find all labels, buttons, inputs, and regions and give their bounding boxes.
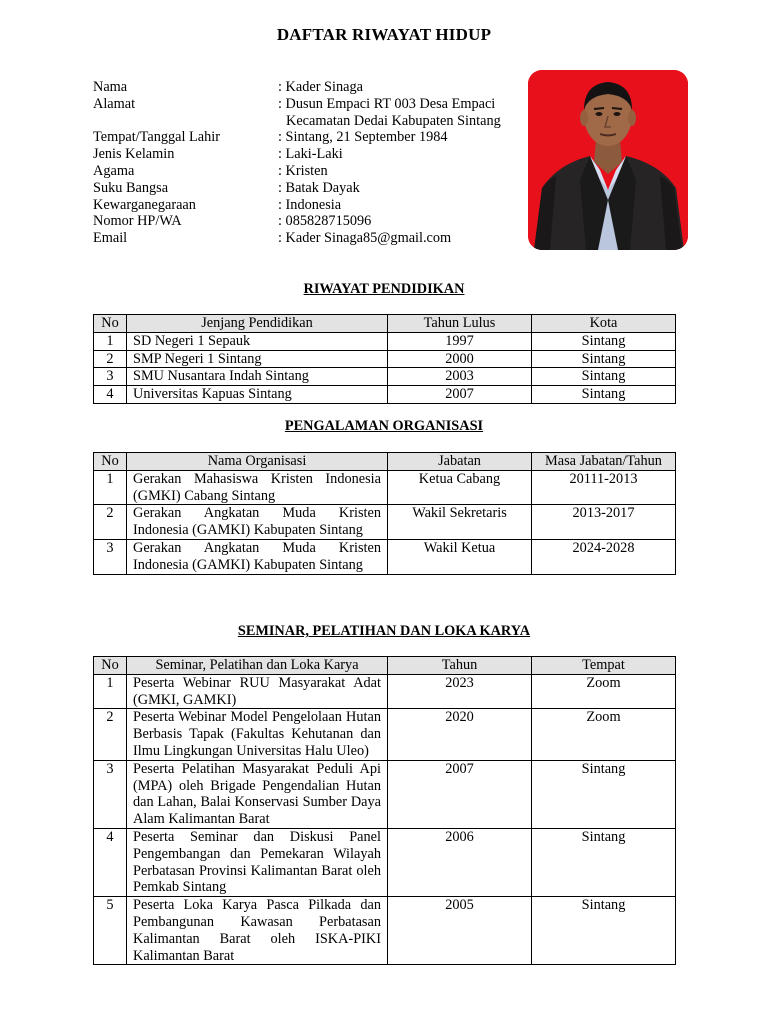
cell-kegiatan: Peserta Webinar RUU Masyarakat Adat (GMKI, GAMKI) [127, 674, 388, 709]
cell-no: 1 [94, 674, 127, 709]
bio-value: : 085828715096 [278, 213, 372, 230]
cell-kegiatan: Peserta Loka Karya Pasca Pilkada dan Pembangunan Kawasan Perbatasan Kalimantan Barat oleh ISKA-PIKI Kalimantan Barat [127, 897, 388, 965]
bio-value: : Kader Sinaga [278, 79, 363, 95]
bio-value: : Batak Dayak [278, 179, 360, 196]
table-row [94, 368, 676, 386]
table-row [94, 350, 676, 368]
section-title-pendidikan: RIWAYAT PENDIDIKAN [303, 281, 465, 297]
seminar-table [93, 656, 676, 965]
cell-organisasi: Gerakan Angkatan Muda Kristen Indonesia (GAMKI) Kabupaten Sintang [127, 539, 388, 574]
table-row [94, 897, 676, 965]
cell-masa: 2024-2028 [532, 539, 676, 574]
cell-jenjang: SMP Negeri 1 Sintang [127, 350, 388, 368]
bio-label: Nomor HP/WA [93, 213, 182, 230]
table-row [94, 386, 676, 404]
table-row [94, 674, 676, 709]
cell-tempat: Sintang [532, 760, 676, 828]
cell-organisasi: Gerakan Mahasiswa Kristen Indonesia (GMKI) Cabang Sintang [127, 470, 388, 505]
cell-kota: Sintang [532, 368, 676, 386]
cell-no: 3 [94, 539, 127, 574]
bio-value [278, 96, 501, 130]
bio-value-line2: Kecamatan Dedai Kabupaten Sintang [286, 112, 501, 129]
bio-value: : Kader Sinaga85@gmail.com [278, 230, 452, 247]
bio-label: Email [93, 230, 128, 247]
bio-value: : Laki-Laki [278, 146, 343, 163]
column-header: No [94, 453, 127, 471]
cell-tahun: 2006 [388, 828, 532, 896]
bio-value: : Kristen [278, 162, 328, 179]
cell-kegiatan: Peserta Seminar dan Diskusi Panel Pengembangan dan Pemekaran Wilayah Perbatasan Provinsi Kalimantan Barat oleh Pemkab Sintang [127, 828, 388, 896]
bio-label: Suku Bangsa [93, 179, 169, 196]
cell-jabatan: Ketua Cabang [388, 470, 532, 505]
cell-jabatan: Wakil Sekretaris [388, 505, 532, 540]
cell-organisasi: Gerakan Angkatan Muda Kristen Indonesia (GAMKI) Kabupaten Sintang [127, 505, 388, 540]
table-row [94, 332, 676, 350]
cell-no: 4 [94, 386, 127, 404]
section-title-organisasi: PENGALAMAN ORGANISASI [284, 418, 484, 434]
cell-masa: 20111-2013 [532, 470, 676, 505]
cell-kegiatan: Peserta Pelatihan Masyarakat Peduli Api (MPA) oleh Brigade Pengendalian Hutan dan Lahan, Balai Konservasi Sumber Daya Alam Kalimantan Barat [127, 760, 388, 828]
bio-label: Tempat/Tanggal Lahir [93, 129, 221, 146]
cell-no: 2 [94, 350, 127, 368]
bio-value: : Sintang, 21 September 1984 [278, 129, 448, 146]
organization-table [93, 452, 676, 575]
page-title: DAFTAR RIWAYAT HIDUP [276, 25, 492, 44]
bio-value: : Indonesia [278, 196, 342, 213]
cell-no: 5 [94, 897, 127, 965]
bio-label: Kewarganegaraan [93, 196, 196, 213]
cell-jenjang: Universitas Kapuas Sintang [127, 386, 388, 404]
cell-tahun: 2007 [388, 386, 532, 404]
column-header: Seminar, Pelatihan dan Loka Karya [127, 657, 388, 675]
portrait-image [528, 70, 688, 250]
cell-tahun: 2005 [388, 897, 532, 965]
profile-photo [528, 70, 688, 250]
cell-kota: Sintang [532, 386, 676, 404]
cell-tempat: Sintang [532, 828, 676, 896]
section-title-seminar: SEMINAR, PELATIHAN DAN LOKA KARYA [237, 623, 531, 639]
column-header: Tempat [532, 657, 676, 675]
table-header-row [94, 315, 676, 333]
cell-tahun: 2003 [388, 368, 532, 386]
column-header: Kota [532, 315, 676, 333]
cell-tempat: Zoom [532, 709, 676, 760]
bio-label: Nama [93, 79, 128, 95]
cell-tahun: 2020 [388, 709, 532, 760]
cell-no: 3 [94, 368, 127, 386]
column-header: Tahun Lulus [388, 315, 532, 333]
cell-no: 1 [94, 332, 127, 350]
cell-jenjang: SMU Nusantara Indah Sintang [127, 368, 388, 386]
bio-label: Jenis Kelamin [93, 146, 175, 163]
table-row [94, 470, 676, 505]
cell-tahun: 2007 [388, 760, 532, 828]
column-header: No [94, 315, 127, 333]
bio-label: Alamat [93, 95, 136, 112]
cell-tahun: 1997 [388, 332, 532, 350]
cell-tahun: 2023 [388, 674, 532, 709]
table-header-row [94, 453, 676, 471]
bio-label: Agama [93, 162, 135, 179]
cell-kota: Sintang [532, 350, 676, 368]
table-row [94, 539, 676, 574]
cell-jabatan: Wakil Ketua [388, 539, 532, 574]
table-row [94, 505, 676, 540]
cell-kota: Sintang [532, 332, 676, 350]
cell-masa: 2013-2017 [532, 505, 676, 540]
bio-value-line1: : Dusun Empaci RT 003 Desa Empaci [278, 95, 496, 112]
column-header: No [94, 657, 127, 675]
education-table [93, 314, 676, 404]
table-row [94, 709, 676, 760]
cell-tempat: Sintang [532, 897, 676, 965]
column-header: Jabatan [388, 453, 532, 471]
cell-no: 3 [94, 760, 127, 828]
cell-no: 4 [94, 828, 127, 896]
cell-tahun: 2000 [388, 350, 532, 368]
column-header: Nama Organisasi [127, 453, 388, 471]
cell-kegiatan: Peserta Webinar Model Pengelolaan Hutan Berbasis Tapak (Fakultas Kehutanan dan Ilmu Lingkungan Universitas Halu Uleo) [127, 709, 388, 760]
table-header-row [94, 657, 676, 675]
column-header: Tahun [388, 657, 532, 675]
table-row [94, 828, 676, 896]
table-row [94, 760, 676, 828]
cell-no: 1 [94, 470, 127, 505]
cell-jenjang: SD Negeri 1 Sepauk [127, 332, 388, 350]
column-header: Jenjang Pendidikan [127, 315, 388, 333]
column-header: Masa Jabatan/Tahun [532, 453, 676, 471]
cell-no: 2 [94, 505, 127, 540]
cell-no: 2 [94, 709, 127, 760]
cell-tempat: Zoom [532, 674, 676, 709]
